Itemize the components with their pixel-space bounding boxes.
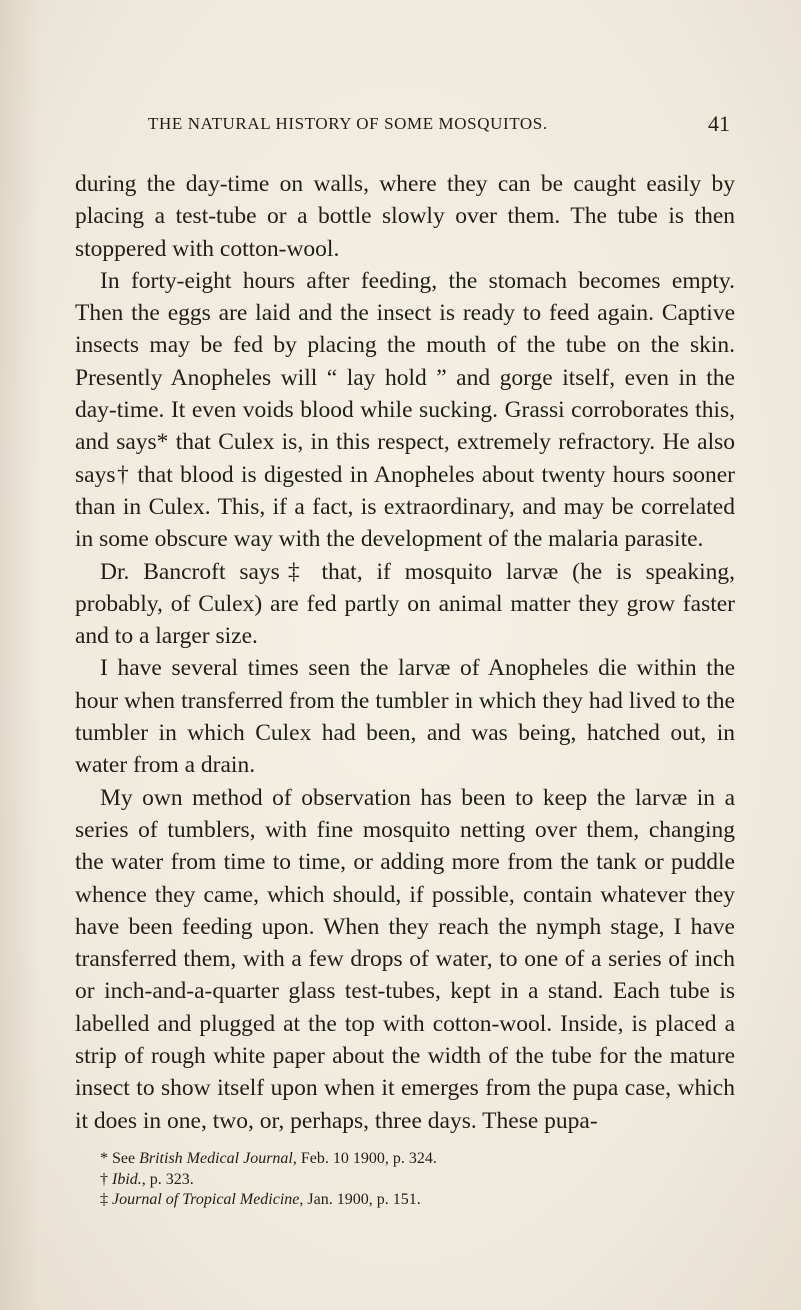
footnote-text: , Jan. 1900, p. 151. — [299, 1191, 421, 1208]
page-number: 41 — [708, 111, 730, 136]
footnote-text: , Feb. 10 1900, p. 324. — [292, 1150, 437, 1167]
page-edge-shadow — [0, 0, 40, 1310]
footnote-mark: † — [100, 1170, 108, 1188]
paragraph: I have several times seen the larvæ of Anopheles die within the hour when transferred from the tumbler in which they had lived to the tumbler in which Culex had been, and was being, hatched out, in water from a drain. — [75, 655, 735, 779]
footnote — [100, 1190, 720, 1211]
footnote-mark: ‡ — [100, 1191, 108, 1208]
footnote-text: , p. 323. — [141, 1170, 194, 1188]
paragraph: Dr. Bancroft says‡ that, if mosquito larvæ (he is speaking, probably, of Culex) are fed partly on animal matter they grow faster and to a larger size. — [75, 558, 735, 650]
paragraph: during the day-time on walls, where they can be caught easily by placing a test-tube or a bottle slowly over them. The tube is then stoppered with cotton-wool. — [75, 171, 735, 262]
body-text — [75, 168, 735, 1137]
running-title: THE NATURAL HISTORY OF SOME MOSQUITOS. — [148, 114, 548, 133]
paragraph: In forty-eight hours after feeding, the stomach becomes empty. Then the eggs are laid and the insect is ready to feed again. Captive insects may be fed by placing the mouth of the tube on the skin. Presently Anopheles will “ lay hold ” and gorge itself, even in the day-time. It even voids blood while sucking. Grassi corroborates this, and says* that Culex is, in this respect, extremely refractory. He also says† that blood is digested in Anopheles about twenty hours sooner than in Culex. This, if a fact, is extraordinary, and may be correlated in some obscure way with the development of the malaria parasite. — [75, 267, 735, 553]
footnote-source: Ibid. — [112, 1170, 142, 1188]
footnote — [100, 1170, 720, 1191]
footnotes — [100, 1149, 720, 1211]
footnote-text: See — [112, 1150, 140, 1167]
footnote-source: Journal of Tropical Medicine — [112, 1191, 300, 1208]
footnote-source: British Medical Journal — [139, 1150, 293, 1167]
running-header — [148, 111, 730, 144]
footnote-mark: * — [100, 1150, 108, 1167]
footnote — [100, 1149, 720, 1170]
paragraph: My own method of observation has been to keep the larvæ in a series of tumblers, with fine mosquito netting over them, changing the water from time to time, or adding more from the tank or puddle whence they came, which should, if possible, contain whatever they have been feeding upon. When they reach the nymph stage, I have transferred them, with a few drops of water, to one of a series of inch or inch-and-a-quarter glass test-tubes, kept in a stand. Each tube is labelled and plugged at the top with cotton-wool. Inside, is placed a strip of rough white paper about the width of the tube for the mature insect to show itself upon when it emerges from the pupa case, which it does in one, two, or, perhaps, three days. These pupa- — [75, 784, 735, 1134]
